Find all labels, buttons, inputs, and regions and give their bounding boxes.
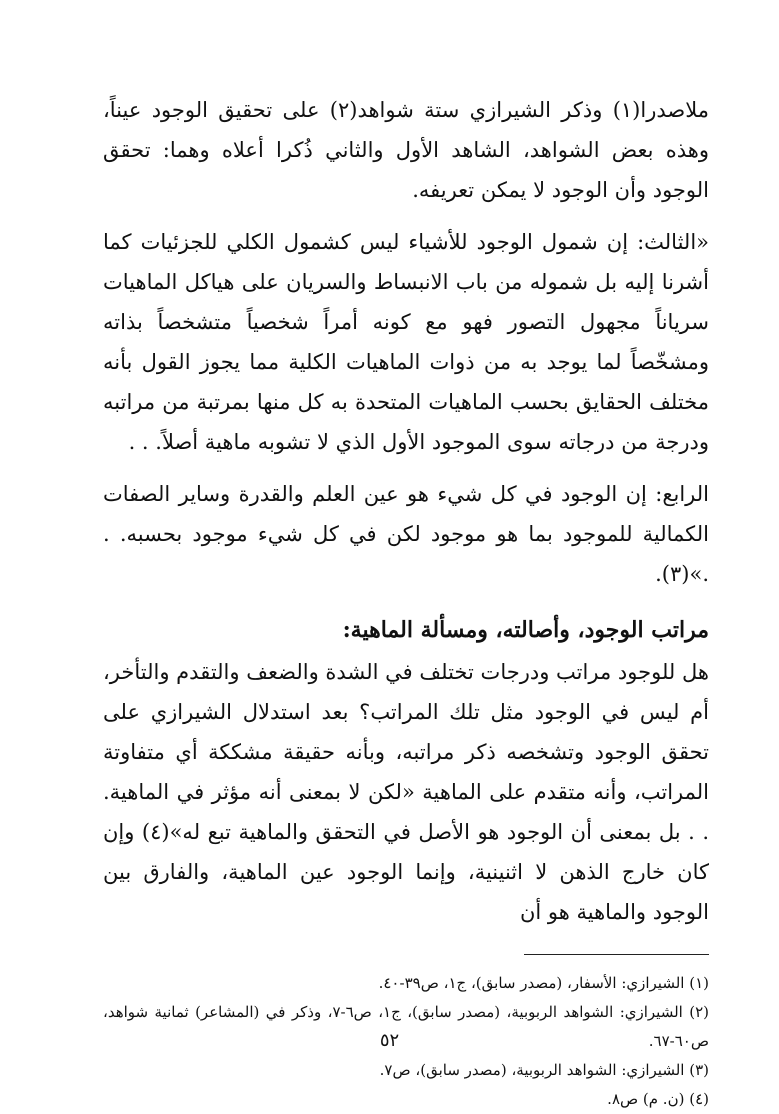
paragraph-3-quote: الرابع: إن الوجود في كل شيء هو عين العلم والقدرة وساير الصفات الكمالية للموجود بما هو موجود لكن في كل شيء موجود بحسبه. . .»(٣).	[103, 482, 709, 586]
page-content	[103, 90, 709, 1114]
paragraph-1: ملاصدرا(١) وذكر الشيرازي ستة شواهد(٢) على تحقيق الوجود عيناً، وهذه بعض الشواهد، الشاهد الأول والثاني ذُكرا أعلاه وهما: تحقق الوجود وأن الوجود لا يمكن تعريفه.	[103, 98, 709, 202]
footnote-2: (٢) الشيرازي: الشواهد الربوبية، (مصدر سابق)، ج١، ص٦-٧، وذكر في (المشاعر) ثمانية شواهد، ص٦٠-٦٧.	[103, 1003, 709, 1050]
footnote-3: (٣) الشيرازي: الشواهد الربوبية، (مصدر سابق)، ص٧.	[379, 1061, 709, 1079]
section-heading: مراتب الوجود، وأصالته، ومسألة الماهية:	[342, 617, 709, 643]
footnote-4: (٤) (ن. م) ص٨.	[607, 1090, 709, 1108]
footnote-1: (١) الشيرازي: الأسفار، (مصدر سابق)، ج١، ص٣٩-٤٠.	[378, 974, 709, 992]
paragraph-2-quote: «الثالث: إن شمول الوجود للأشياء ليس كشمول الكلي للجزئيات كما أشرنا إليه بل شموله من باب الانبساط والسريان على هياكل الماهيات سرياناً مجهول التصور فهو مع كونه أمراً شخصياً متشخصاً بذاته ومشخّصاً لما يوجد به من ذوات الماهيات الكلية مما يجوز القول بأنه مختلف الحقايق بحسب الماهيات المتحدة به كل منها بمرتبة من مراتبه ودرجة من درجاته سوى الموجود الأول الذي لا تشوبه ماهية أصلاً. . .	[103, 230, 709, 454]
body-text	[103, 90, 709, 932]
page-number: ٥٢	[379, 1030, 400, 1051]
paragraph-4: هل للوجود مراتب ودرجات تختلف في الشدة والضعف والتقدم والتأخر، أم ليس في الوجود مثل تلك المراتب؟ بعد استدلال الشيرازي على تحقق الوجود وتشخصه ذكر مراتبه، وبأنه حقيقة مشككة أي متفاوتة المراتب، وأنه متقدم على الماهية «لكن لا بمعنى أنه مؤثر في الماهية. . . بل بمعنى أن الوجود هو الأصل في التحقق والماهية تبع له»(٤) وإن كان خارج الذهن لا اثنينية، وإنما الوجود عين الماهية، والفارق بين الوجود والماهية هو أن	[103, 660, 710, 924]
footnote-divider	[524, 954, 709, 955]
